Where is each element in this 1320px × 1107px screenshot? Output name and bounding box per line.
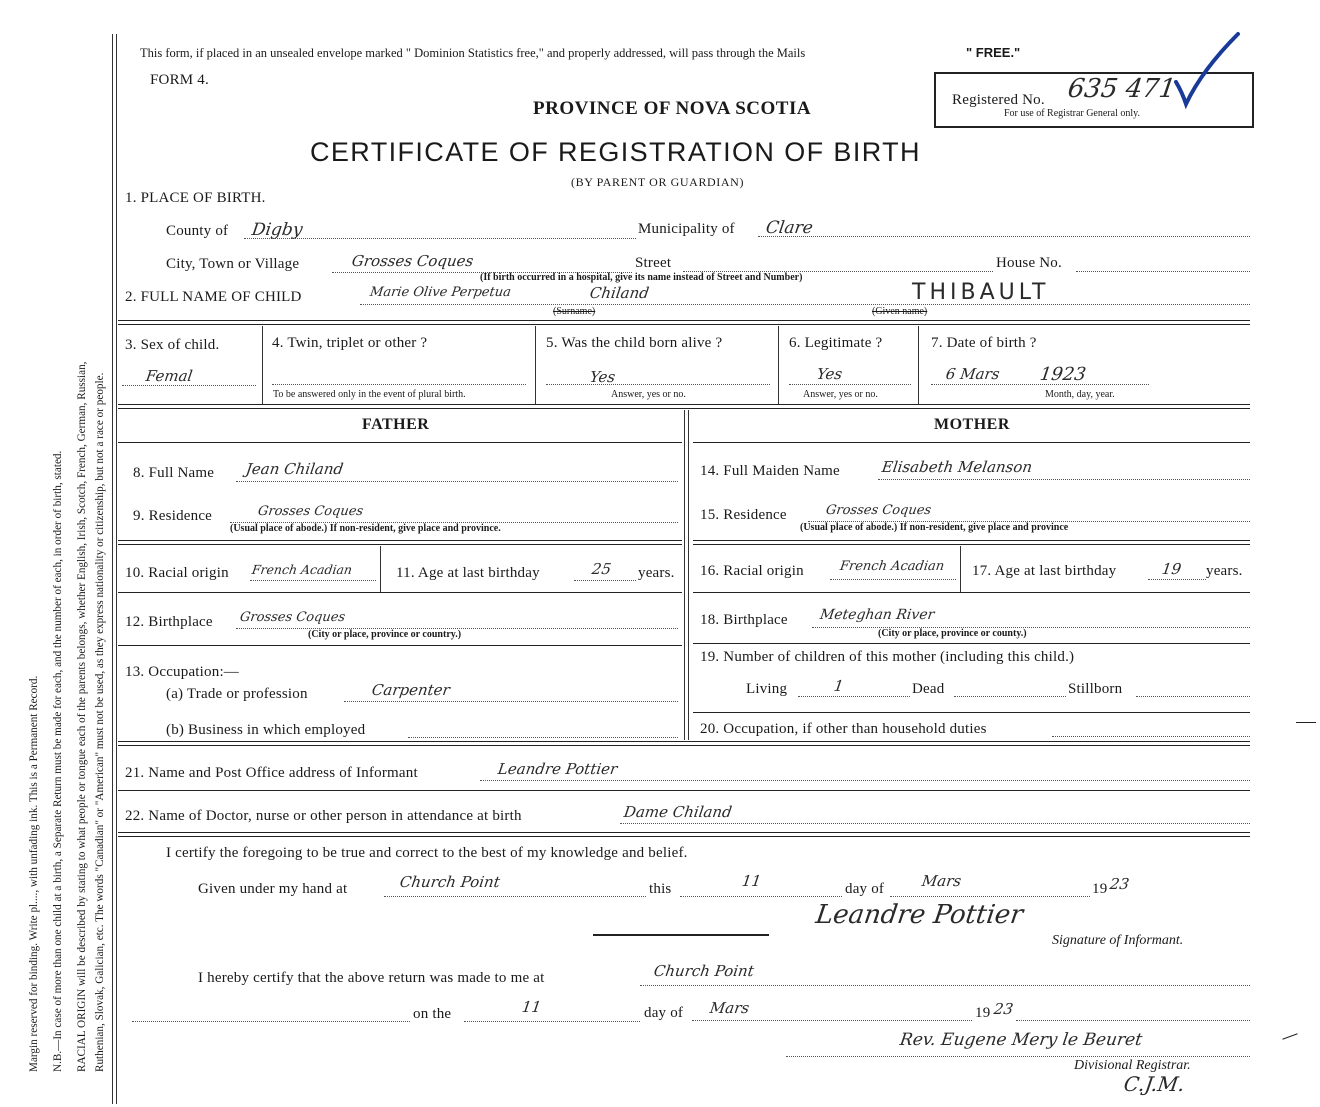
registrar-signature: Rev. Eugene Mery le Beuret xyxy=(898,1030,1144,1050)
sex-value: Femal xyxy=(144,367,194,385)
given-under-label: Given under my hand at xyxy=(198,881,348,897)
checkmark-icon xyxy=(1172,30,1242,110)
father-age-label: 11. Age at last birthday xyxy=(396,565,540,581)
mother-residence-note: (Usual place of abode.) If non-resident, give place and province xyxy=(800,522,1069,533)
mother-age-label: 17. Age at last birthday xyxy=(972,563,1117,579)
legitimate-note: Answer, yes or no. xyxy=(803,389,878,400)
municipality-value: Clare xyxy=(764,218,815,238)
father-trade-label: (a) Trade or profession xyxy=(166,686,308,702)
mother-race-value: French Acadian xyxy=(838,559,946,574)
informant-signature: Leandre Pottier xyxy=(813,900,1025,930)
parents-column-divider xyxy=(684,410,689,740)
given-year-suffix: 23 xyxy=(1108,875,1131,893)
certificate-title: CERTIFICATE OF REGISTRATION OF BIRTH xyxy=(310,137,921,167)
province-title: PROVINCE OF NOVA SCOTIA xyxy=(533,98,812,119)
given-day-value: 11 xyxy=(740,872,763,890)
father-heading: FATHER xyxy=(362,416,430,433)
margin-rule xyxy=(112,34,117,1104)
twin-label: 4. Twin, triplet or other ? xyxy=(272,335,428,351)
on-the-label: on the xyxy=(413,1006,452,1022)
mother-birthplace-value: Meteghan River xyxy=(818,607,936,623)
mother-birthplace-note: (City or place, province or county.) xyxy=(878,628,1027,639)
hospital-note: (If birth occurred in a hospital, give its name instead of Street and Number) xyxy=(480,272,803,283)
surname-caption: (Surname) xyxy=(553,306,596,317)
mother-residence-value: Grosses Coques xyxy=(824,503,933,518)
father-birthplace-note: (City or place, province or country.) xyxy=(308,629,462,640)
registrar-day-value: 11 xyxy=(520,998,543,1016)
informant-signature-caption: Signature of Informant. xyxy=(1052,933,1184,948)
mother-children-label: 19. Number of children of this mother (including this child.) xyxy=(700,649,1075,665)
informant-value: Leandre Pottier xyxy=(496,760,619,778)
registrar-caption: Divisional Registrar. xyxy=(1074,1058,1191,1073)
mother-years-label: years. xyxy=(1206,563,1243,579)
margin-note-racial-origin-1: RACIAL ORIGIN will be described by stating to what people or tongue each of the parents belongs, whether English, Irish, Scotch, French, German, Russian, xyxy=(76,361,88,1072)
alive-note: Answer, yes or no. xyxy=(611,389,686,400)
registered-label: Registered No. xyxy=(952,92,1045,108)
doctor-label: 22. Name of Doctor, nurse or other person in attendance at birth xyxy=(125,808,522,824)
mother-dead-label: Dead xyxy=(912,681,945,697)
municipality-label: Municipality of xyxy=(638,221,735,237)
child-surname-alt: THIBAULT xyxy=(912,280,1050,305)
father-business-label: (b) Business in which employed xyxy=(166,722,366,738)
place-heading: 1. PLACE OF BIRTH. xyxy=(125,190,266,206)
margin-note-binding: Margin reserved for binding. Write pl...., with unfading ink. This is a Permanent Record. xyxy=(28,675,40,1072)
mother-name-label: 14. Full Maiden Name xyxy=(700,463,840,479)
informant-label: 21. Name and Post Office address of Informant xyxy=(125,765,418,781)
margin-note-plural-births: N.B.—In case of more than one child at a birth, a Separate Return must be made for each, and the number of each, in order of birth, stated. xyxy=(52,450,64,1072)
county-label: County of xyxy=(166,223,229,239)
father-birthplace-label: 12. Birthplace xyxy=(125,614,213,630)
given-year-prefix: 19 xyxy=(1092,881,1108,897)
county-value: Digby xyxy=(250,220,304,240)
registrar-initials: C.J.M. xyxy=(1122,1072,1187,1096)
father-trade-value: Carpenter xyxy=(370,681,452,699)
doctor-value: Dame Chiland xyxy=(622,803,734,821)
legitimate-label: 6. Legitimate ? xyxy=(789,335,883,351)
father-residence-value: Grosses Coques xyxy=(256,504,365,519)
form-number: FORM 4. xyxy=(150,72,209,88)
mother-stillborn-label: Stillborn xyxy=(1068,681,1123,697)
dob-note: Month, day, year. xyxy=(1045,389,1115,400)
father-occupation-label: 13. Occupation:— xyxy=(125,664,240,680)
mother-residence-label: 15. Residence xyxy=(700,507,787,523)
father-name-value: Jean Chiland xyxy=(244,460,345,478)
registrar-day-of-label: day of xyxy=(644,1005,684,1021)
alive-label: 5. Was the child born alive ? xyxy=(546,335,723,351)
legitimate-value: Yes xyxy=(815,365,844,383)
father-name-label: 8. Full Name xyxy=(133,465,215,481)
divider-items-3-7-bottom xyxy=(118,404,1250,409)
registrar-month-value: Mars xyxy=(708,999,751,1017)
registrar-general-note: For use of Registrar General only. xyxy=(1004,108,1140,119)
father-residence-note: (Usual place of abode.) If non-resident, give place and province. xyxy=(230,523,501,534)
registrar-year-prefix: 19 xyxy=(975,1005,991,1021)
father-race-label: 10. Racial origin xyxy=(125,565,229,581)
registered-number: 635 471 xyxy=(1065,74,1178,104)
dob-day-value: 6 Mars xyxy=(944,365,1001,383)
street-label: Street xyxy=(635,255,672,271)
twin-note: To be answered only in the event of plural birth. xyxy=(273,389,466,400)
father-residence-label: 9. Residence xyxy=(133,508,213,524)
certificate-subtitle: (BY PARENT OR GUARDIAN) xyxy=(571,175,745,189)
given-name-caption: (Given name) xyxy=(872,306,928,317)
day-of-label: day of xyxy=(845,881,885,897)
mother-birthplace-label: 18. Birthplace xyxy=(700,612,788,628)
city-value: Grosses Coques xyxy=(350,252,475,270)
father-years-label: years. xyxy=(638,565,675,581)
registrar-year-suffix: 23 xyxy=(992,1000,1015,1018)
child-surname: Chiland xyxy=(588,284,651,302)
mother-name-value: Elisabeth Melanson xyxy=(880,458,1034,476)
mother-occupation-label: 20. Occupation, if other than household duties xyxy=(700,721,987,737)
given-month-value: Mars xyxy=(920,872,963,890)
certify-statement: I certify the foregoing to be true and correct to the best of my knowledge and belief. xyxy=(166,845,688,861)
father-race-value: French Acadian xyxy=(250,562,354,577)
father-birthplace-value: Grosses Coques xyxy=(238,610,347,625)
mail-free: " FREE." xyxy=(966,45,1021,60)
father-age-value: 25 xyxy=(590,560,613,578)
given-place-value: Church Point xyxy=(398,873,502,891)
dob-year-value: 1923 xyxy=(1038,364,1088,385)
mother-heading: MOTHER xyxy=(934,416,1010,433)
child-name-label: 2. FULL NAME OF CHILD xyxy=(125,289,302,305)
alive-value: Yes xyxy=(588,368,617,386)
margin-note-racial-origin-2: Ruthenian, Slovak, Galician, etc. The words "Canadian" or "American" must not be used, as they express nationality or citizenship, but not a race or people. xyxy=(94,372,106,1072)
dob-label: 7. Date of birth ? xyxy=(931,335,1037,351)
this-label: this xyxy=(649,881,672,897)
city-label: City, Town or Village xyxy=(166,256,300,272)
sex-label: 3. Sex of child. xyxy=(125,337,220,353)
registrar-place-value: Church Point xyxy=(652,962,756,980)
house-label: House No. xyxy=(996,255,1062,271)
child-given-names: Marie Olive Perpetua xyxy=(368,285,512,300)
mother-age-value: 19 xyxy=(1160,560,1183,578)
divider-items-3-7-top xyxy=(118,320,1250,325)
mail-note: This form, if placed in an unsealed envelope marked " Dominion Statistics free," and properly addressed, will pass through the Mails xyxy=(140,46,806,60)
mother-living-label: Living xyxy=(746,681,788,697)
registrar-statement: I hereby certify that the above return was made to me at xyxy=(198,970,545,986)
mother-living-value: 1 xyxy=(832,677,845,695)
mother-race-label: 16. Racial origin xyxy=(700,563,804,579)
